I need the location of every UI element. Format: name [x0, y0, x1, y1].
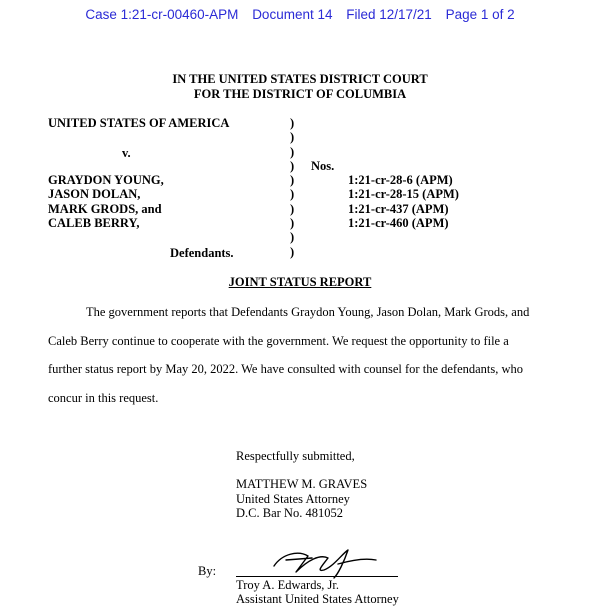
defendant-3: MARK GRODS, and [48, 202, 162, 216]
handwritten-signature [268, 546, 378, 580]
court-heading-line-2: FOR THE DISTRICT OF COLUMBIA [193, 87, 407, 101]
signature-line [236, 576, 398, 577]
ecf-header [0, 7, 600, 22]
case-number: Case 1:21-cr-00460-APM [85, 7, 239, 22]
page-indicator: Page 1 of 2 [445, 7, 515, 22]
caption-paren: ) [290, 230, 295, 244]
case-no-3: 1:21-cr-437 (APM) [348, 202, 449, 216]
versus: v. [122, 146, 131, 160]
caption-paren: ) [290, 116, 295, 130]
caption-paren: ) [290, 202, 295, 216]
nos-label: Nos. [311, 159, 335, 173]
attorney-name: MATTHEW M. GRAVES [236, 477, 368, 491]
filed-date: Filed 12/17/21 [346, 7, 432, 22]
body-line-4: concur in this request. [48, 391, 159, 405]
caption-paren: ) [290, 159, 295, 173]
by-label: By: [198, 564, 217, 578]
caption-paren: ) [290, 216, 295, 230]
defendant-4: CALEB BERRY, [48, 216, 140, 230]
signer-name: Troy A. Edwards, Jr. [236, 578, 340, 592]
caption-paren: ) [290, 245, 295, 259]
case-no-1: 1:21-cr-28-6 (APM) [348, 173, 453, 187]
defendant-2: JASON DOLAN, [48, 187, 141, 201]
court-heading-line-1: IN THE UNITED STATES DISTRICT COURT [172, 72, 428, 86]
caption-paren: ) [290, 173, 295, 187]
document-title: JOINT STATUS REPORT [228, 275, 372, 289]
attorney-role: United States Attorney [236, 492, 350, 506]
case-no-2: 1:21-cr-28-15 (APM) [348, 187, 459, 201]
plaintiff-name: UNITED STATES OF AMERICA [48, 116, 230, 130]
body-line-2: Caleb Berry continue to cooperate with the government. We request the opportunity to file a [48, 334, 509, 348]
caption-paren: ) [290, 187, 295, 201]
body-line-3: further status report by May 20, 2022. We have consulted with counsel for the defendants, who [48, 362, 524, 376]
bar-number: D.C. Bar No. 481052 [236, 506, 343, 520]
closing: Respectfully submitted, [236, 449, 355, 463]
signer-title: Assistant United States Attorney [236, 592, 399, 606]
document-number: Document 14 [252, 7, 333, 22]
caption-paren: ) [290, 145, 295, 159]
caption-paren: ) [290, 130, 295, 144]
defendants-label: Defendants. [170, 246, 234, 260]
body-line-1: The government reports that Defendants Graydon Young, Jason Dolan, Mark Grods, and [86, 305, 530, 319]
case-no-4: 1:21-cr-460 (APM) [348, 216, 449, 230]
defendant-1: GRAYDON YOUNG, [48, 173, 164, 187]
